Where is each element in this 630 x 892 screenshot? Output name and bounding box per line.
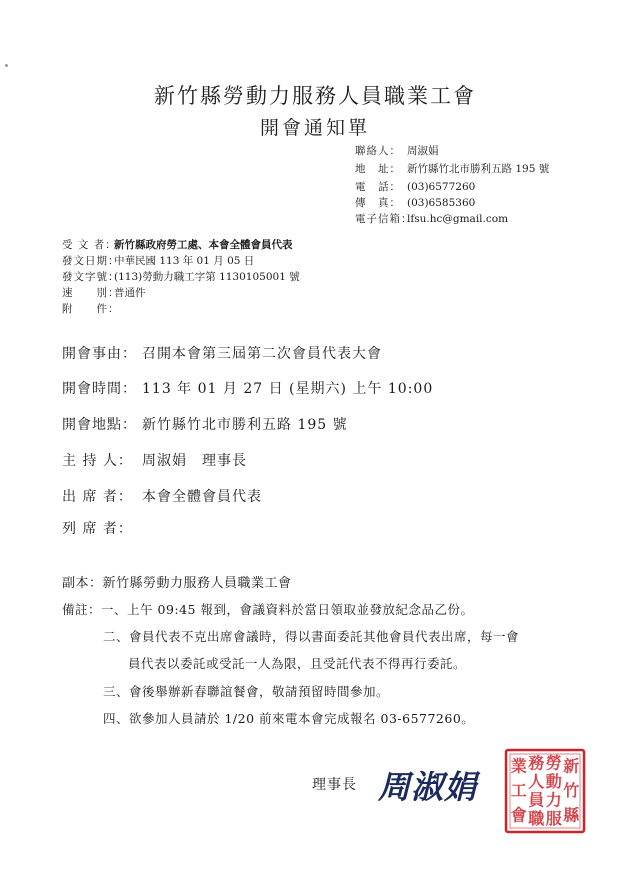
meeting-place-value: 新竹縣竹北市勝利五路 195 號 (142, 417, 348, 433)
meeting-place-label: 開會地點： (62, 417, 137, 433)
speed-value: 普通件 (114, 287, 146, 299)
attachment-label: 附 件： (62, 303, 120, 315)
seal-glyph: 竹 (563, 781, 580, 800)
note-item: 二、會員代表不克出席會議時，得以書面委託其他會員代表出席，每一會 (103, 629, 520, 644)
seal-glyph: 服 (545, 808, 562, 828)
note-item: 一、上午 09:45 報到，會議資料於當日領取並發放紀念品乙份。 (101, 602, 474, 617)
contact-person-value: 周淑娟 (407, 145, 439, 157)
meeting-subject-label: 開會事由： (62, 346, 137, 362)
phone-value: (03)6577260 (407, 181, 476, 193)
seal-glyph: 人 (528, 771, 545, 791)
meeting-time-label: 開會時間： (62, 381, 137, 397)
seal-glyph: 工 (510, 781, 527, 800)
issue-date-label: 發文日期： (62, 255, 120, 267)
issue-date-row (62, 253, 254, 268)
seal-glyph: 動 (545, 771, 562, 791)
observers-label: 列 席 者： (62, 521, 133, 537)
fax-row (355, 196, 475, 211)
cc-row (62, 572, 292, 591)
scan-speck (5, 64, 8, 67)
meeting-time-row (62, 378, 433, 398)
email-value: lfsu.hc@gmail.com (407, 213, 509, 225)
note-item: 員代表以委託或受託一人為限，且受託代表不得再行委託。 (128, 656, 467, 671)
address-value: 新竹縣竹北市勝利五路 195 號 (407, 163, 550, 175)
attachment-row (62, 301, 120, 316)
seal-glyph: 力 (545, 790, 562, 810)
meeting-place-row (62, 414, 348, 434)
seal-glyph: 業 (510, 756, 527, 776)
recipient-label: 受 文 者： (62, 239, 117, 251)
host-label: 主 持 人： (62, 453, 133, 469)
doc-number-value: (113)勞動力職工字第 1130105001 號 (114, 271, 300, 283)
seal-glyph: 縣 (563, 805, 580, 825)
attendees-value: 本會全體會員代表 (142, 489, 262, 505)
doc-number-row (62, 269, 300, 284)
doc-number-label: 發文字號： (62, 271, 120, 283)
notes-row-1 (62, 600, 474, 618)
meeting-subject-row (62, 343, 382, 363)
note-item: 三、會後舉辦新春聯誼餐會，敬請預留時間參加。 (103, 684, 390, 699)
document-title: 開會通知單 (259, 117, 370, 139)
seal-glyph: 員 (528, 790, 545, 810)
recipient-row (62, 237, 293, 252)
signature-name: 周淑娟 (378, 768, 478, 806)
seal-glyph: 會 (510, 805, 527, 825)
contact-person-row (355, 144, 439, 159)
speed-label: 速 別： (62, 287, 120, 299)
observers-row (62, 518, 142, 538)
seal-glyph: 務 (528, 753, 545, 773)
email-label: 電子信箱： (355, 213, 413, 225)
cc-label: 副本： (62, 576, 103, 591)
organization-seal (504, 748, 586, 834)
notes-label: 備註： (62, 602, 102, 617)
fax-value: (03)6585360 (407, 197, 476, 209)
meeting-subject-value: 召開本會第三屆第二次會員代表大會 (142, 346, 382, 362)
attendees-label: 出 席 者： (62, 489, 133, 505)
seal-glyph: 職 (528, 808, 545, 828)
address-label: 地 址： (355, 163, 401, 175)
seal-stamp-icon (504, 748, 586, 834)
fax-label: 傳 真： (355, 197, 401, 209)
signature-title: 理事長 (312, 777, 357, 793)
issue-date-value: 中華民國 113 年 01 月 05 日 (114, 255, 255, 267)
cc-value: 新竹縣勞動力服務人員職業工會 (102, 576, 292, 591)
attendees-row (62, 486, 262, 506)
seal-glyph: 新 (563, 756, 580, 776)
phone-row (355, 180, 475, 195)
note-item: 四、欲參加人員請於 1/20 前來電本會完成報名 03-6577260。 (103, 711, 475, 726)
organization-name: 新竹縣勞動力服務人員職業工會 (154, 84, 476, 108)
address-row (355, 162, 549, 177)
seal-glyph: 勞 (545, 753, 562, 773)
contact-person-label: 聯絡人： (355, 145, 401, 157)
host-value: 周淑娟 理事長 (142, 453, 247, 469)
recipient-value: 新竹縣政府勞工處、本會全體會員代表 (114, 239, 293, 251)
speed-row (62, 285, 146, 300)
host-row (62, 450, 247, 470)
email-row (355, 212, 508, 227)
phone-label: 電 話： (355, 181, 401, 193)
meeting-time-value: 113 年 01 月 27 日 (星期六) 上午 10:00 (142, 381, 434, 397)
